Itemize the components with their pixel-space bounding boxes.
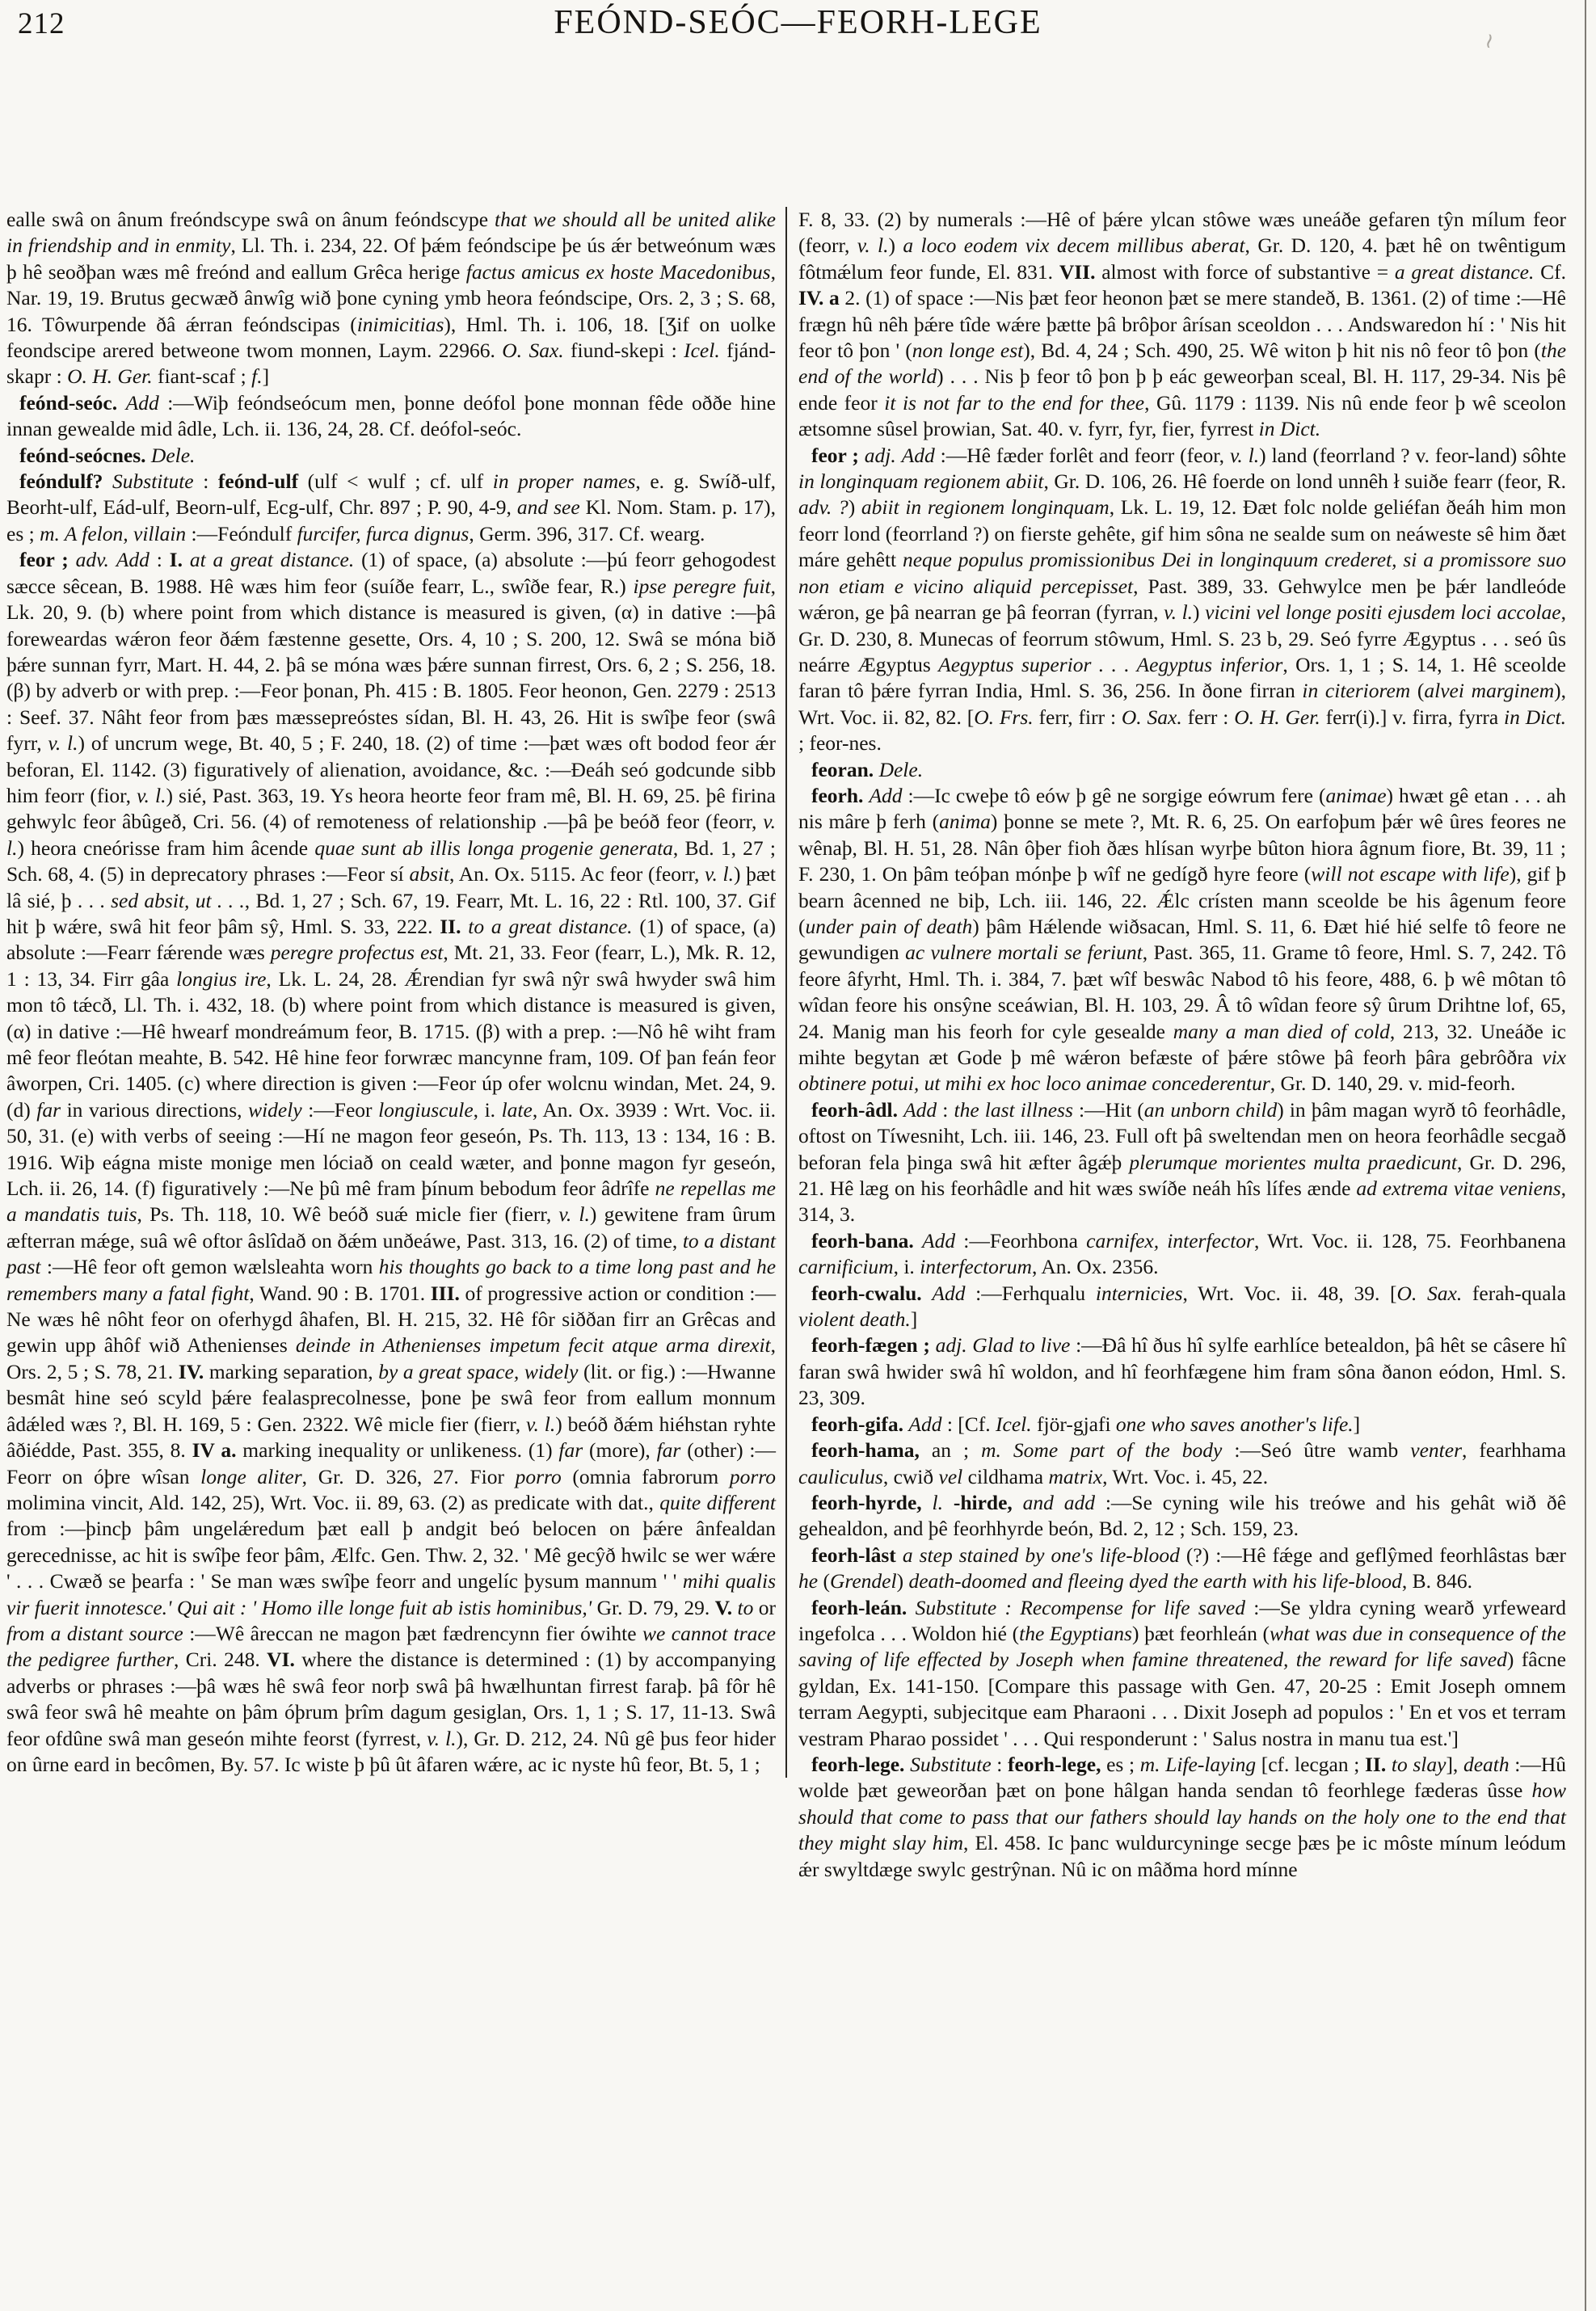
dictionary-entry: feorh-bana. Add :—Feorhbona carnifex, interfector, Wrt. Voc. ii. 128, 75. Feorhbanena carnificium, i. interfectorum, An. Ox. 2356. [798, 1228, 1566, 1279]
dictionary-entry: feorh. Add :—Ic cweþe tô eów þ gê ne sorgige eówrum fere (animae) hwæt gê etan . . . ah nis mâre þ ferh (anima) þonne se mete ?, Mt. R. 6, 25. On earfoþum þǽr wê ûres feores ne wênaþ, Bl. H. 51, 28. Nân ôþer fioh ðæs hlísan wyrþe bûton hiora âgnum fiore, Bt. 39, 11 ; F. 230, 1. On þâm teóþan mónþe þ wîf ne gedígð hyre feore (will not escape with life), gif þ bearn âcenned ne biþ, Lch. iii. 146, 22. Ǽlc crísten mann sceolde be his âgenum feore (under pain of death) þâm Hǽlende wiðsacan, Hml. S. 11, 6. Ðæt hié hié selfe tô feore ne gewundigen ac vulnere mortali se feriunt, Past. 365, 11. Grame tô feore, Hml. S. 7, 242. Tô feore âfyrht, Hml. Th. i. 384, 7. þæt wîf beswâc Nabod tô his feore, 488, 6. þ wê môtan tô wîdan feore his onsŷne sceáwian, Bl. H. 103, 29. Â tô wîdan feore sŷ ûrum Drihtne lof, 65, 24. Manig man his feorh for cyle gesealde many a man died of cold, 213, 32. Uneáðe ic mihte begytan æt Gode þ mê wǽron befæste of þǽre stôwe þâ feorh þâra gebrôðra vix obtinere potui, ut mihi ex hoc loco animae concederentur, Gr. D. 140, 29. v. mid-feorh. [798, 783, 1567, 1096]
dictionary-entry: feorh-âdl. Add : the last illness :—Hit (an unborn child) in þâm magan wyrð tô feorhâdle, oftost on Tíwesniht, Lch. iii. 146, 23. Full oft þâ sweltendan men on heora feorhâdle secgað beforan fela þinga swâ hit æfter âgǽþ plerumque morientes multa praedicunt, Gr. D. 296, 21. Hê læg on his feorhâdle and hit wæs swíðe neáh hîs lífes ænde ad extrema vitae veniens, 314, 3. [798, 1097, 1567, 1227]
column-left [6, 207, 787, 1778]
column-right [787, 207, 1566, 1883]
dictionary-entry: feorh-fægen ; adj. Glad to live :—Ðâ hî ðus hî sylfe earhlíce betealdon, þâ hêt se câsere hî faran swâ hwider swâ hî woldon, and hî feorhfægene him fram sôna ðanon eódon, Hml. S. 23, 309. [798, 1333, 1567, 1410]
running-head: FEÓND-SEÓC—FEORH-LEGE [554, 4, 1042, 41]
dictionary-entry: feorh-cwalu. Add :—Ferhqualu internicies, Wrt. Voc. ii. 48, 39. [O. Sax. ferah-quala violent death.] [798, 1281, 1567, 1332]
dictionary-entry: feor ; adv. Add : I. at a great distance. (1) of space, (a) absolute :—þú feorr gehogodest sæcce sêcean, B. 1988. Hê wæs him feor (suíðe fearr, L., swîðe fear, R.) ipse peregre fuit, Lk. 20, 9. (b) where point from which distance is measured is given, (α) in dative :—þâ foreweardas wǽron feor ðǽm fæstenne gesette, Ors. 4, 10 ; S. 200, 12. Swâ se móna bið þǽre sunnan fyrr, Mart. H. 44, 2. þâ se móna wæs þǽre sunnan firrest, Ors. 6, 2 ; S. 256, 18. (β) by adverb or with prep. :—Feor þonan, Ph. 415 : B. 1805. Feor heonon, Gen. 2279 : 2513 : Seef. 37. Nâht feor from þæs mæssepreóstes sídan, Bl. H. 43, 26. Hit is swîþe feor (swâ fyrr, v. l.) of uncrum wege, Bt. 40, 5 ; F. 240, 18. (2) of time :—þæt wæs oft bodod feor ǽr beforan, El. 1142. (3) figuratively of alienation, avoidance, &c. :—Ðeáh seó godcunde sibb him feorr (fior, v. l.) sié, Past. 363, 19. Ys heora heorte feor fram mê, Bl. H. 69, 25. þê firina gehwylc feor âbûgeð, Cri. 56. (4) of remoteness of relationship .—þâ þe beóð feor (feorr, v. l.) heora cneórisse fram him âcende quae sunt ab illis longa progenie generata, Bd. 1, 27 ; Sch. 68, 4. (5) in deprecatory phrases :—Feor sí absit, An. Ox. 5115. Ac feor (feorr, v. l.) þæt lâ sié, þ . . . sed absit, ut . . ., Bd. 1, 27 ; Sch. 67, 19. Fearr, Mt. L. 16, 22 : Rtl. 100, 37. Gif hit þ wǽre, swâ hit feor þâm sŷ, Hml. S. 33, 222. II. to a great distance. (1) of space, (a) absolute :—Fearr fǽrende wæs peregre profectus est, Mt. 21, 33. Feor (fearr, L.), Mk. R. 12, 1 : 13, 34. Firr gâa longius ire, Lk. L. 24, 28. Ǽrendian fyr swâ nŷr swâ hwyder swâ him mon tô tǽcð, Ll. Th. i. 432, 18. (b) where point from which distance is measured is given, (α) in dative :—Hê hwearf mondreámum feor, B. 1715. (β) with a prep. :—Nô hê wiht fram mê feor fleótan meahte, B. 542. Hê hine feor forwræc mancynne fram, 109. Of þan feán feor âworpen, Cri. 1405. (c) where direction is given :—Feor úp ofer wolcnu windan, Met. 24, 9. (d) far in various directions, widely :—Feor longiuscule, i. late, An. Ox. 3939 : Wrt. Voc. ii. 50, 31. (e) with verbs of seeing :—Hí ne magon feor geseón, Ps. Th. 113, 13 : 134, 16 : B. 1916. Wiþ eágna miste monige men lóciað on ceald wæter, and þonne magon fyr geseón, Lch. ii. 26, 14. (f) figuratively :—Ne þû mê fram þínum bebodum feor âdrîfe ne repellas me a mandatis tuis, Ps. Th. 118, 10. Wê beóð suǽ micle fier (fierr, v. l.) gewitene fram ûrum æfterran mǽge, suâ wê oftor âslîdað on ðǽm unðeáwe, Past. 313, 16. (2) of time, to a distant past :—Hê feor oft gemon wælsleahta worn his thoughts go back to a time long past and he remembers many a fatal fight, Wand. 90 : B. 1701. III. of progressive action or condition :—Ne wæs hê nôht feor on oferhygd âhafen, Bl. H. 215, 32. Hê fôr siððan firr an Grêcas and gewin upp âhôf wið Athenienses deinde in Athenienses impetum fecit atque arma direxit, Ors. 2, 5 ; S. 78, 21. IV. marking separation, by a great space, widely (lit. or fig.) :—Hwanne besmât hine seó scyld þǽre fealasprecolnesse, þone þe swâ feor from eallum monnum âdǽled wæs ?, Bl. H. 169, 5 : Gen. 2322. Wê micle fier (fierr, v. l.) beóð ðǽm hiéhstan ryhte âðiédde, Past. 355, 8. IV a. marking inequality or unlikeness. (1) far (more), far (other) :—Feorr on óþre wîsan longe aliter, Gr. D. 326, 27. Fior porro (omnia fabrorum porro molimina vincit, Ald. 142, 25), Wrt. Voc. ii. 89, 63. (2) as predicate with dat., quite different from :—þincþ þâm ungelǽredum þæt eall þ andgit beó belocen on þǽre ânfealdan gerecednisse, ac hit is swîþe feor þâm, Ælfc. Gen. Thw. 2, 32. ' Mê gecŷð hwilc se wer wǽre ' . . . Cwæð se þearfa : ' Se man wæs swîþe feorr and ungelíc þysum mannum ' ' mihi qualis vir fuerit innotesce.' Qui ait : ' Homo ille longe fuit ab istis hominibus,' Gr. D. 79, 29. V. to or from a distant source :—Wê âreccan ne magon þæt fædrencynn fier ówihte we cannot trace the pedigree further, Cri. 248. VI. where the distance is determined : (1) by accompanying adverbs or phrases :—þâ wæs hê swâ feor norþ swâ þâ hwælhuntan firrest faraþ. þâ fôr hê swâ feor swâ hê meahte on þâm óþrum þrîm dagum gesiglan, Ors. 1, 1 ; S. 17, 11-13. Swâ feor ofdûne swâ man geseón mihte feorst (fyrrest, v. l.), Gr. D. 212, 24. Nû gê þus feor hider on ûrne eard in becômen, By. 57. Ic wiste þ þû ût âfaren wǽre, ac ic nyste hû feor, Bt. 5, 1 ; [6, 548, 777, 1776]
dictionary-entry: feorh-lâst a step stained by one's life-blood (?) :—Hê fǽge and geflŷmed feorhlâstas bær he (Grendel) death-doomed and fleeing dyed the earth with his life-blood, B. 846. [798, 1543, 1567, 1593]
dictionary-entry: feóndulf? Substitute : feónd-ulf (ulf < wulf ; cf. ulf in proper names, e. g. Swíð-ulf, Beorht-ulf, Eád-ulf, Beorn-ulf, Ecg-ulf, Chr. 897 ; P. 90, 4-9, and see Kl. Nom. Stam. p. 17), es ; m. A felon, villain :—Feóndulf furcifer, furca dignus, Germ. 396, 317. Cf. wearg. [6, 469, 776, 545]
dictionary-entry: feor ; adj. Add :—Hê fæder forlêt and feorr (feor, v. l.) land (feorrland ? v. feor-land) sôhte in longinquam regionem abiit, Gr. D. 106, 26. Hê foerde on lond unnêh ł suiðe fearr (feor, R. adv. ?) abiit in regionem longinquam, Lk. L. 19, 12. Ðæt folc nolde geliéfan ðeáh him mon feorr lond (feorrland ?) on fierste gehête, gif him sôna ne sealde sum on neáweste sê him ðæt máre gehêtt neque populus promissionibus Dei in longinquum crederet, si a promissore suo non etiam e vicino aliquid percepisset, Past. 389, 33. Gehwylce men þe þǽr landleóde wǽron, ge þâ nearran ge þâ feorran (fyrran, v. l.) vicini vel longe positi ejusdem loci accolae, Gr. D. 230, 8. Munecas of feorrum stôwum, Hml. S. 23 b, 29. Seó fyrre Ægyptus . . . seó ûs neárre Ægyptus Aegyptus superior . . . Aegyptus inferior, Ors. 1, 1 ; S. 14, 1. Hê sceolde faran tô þǽre fyrran India, Hml. S. 36, 256. In ðone firran in citeriorem (alvei marginem), Wrt. Voc. ii. 82, 82. [O. Frs. ferr, firr : O. Sax. ferr : O. H. Ger. ferr(i).] v. firra, fyrra in Dict. ; feor-nes. [798, 443, 1567, 756]
dictionary-entry: feorh-hama, an ; m. Some part of the body :—Seó ûtre wamb venter, fearhhama cauliculus, cwið vel cildhama matrix, Wrt. Voc. i. 45, 22. [798, 1438, 1566, 1488]
page-number: 212 [18, 7, 65, 40]
pencil-mark: ≀ [1483, 28, 1496, 53]
dictionary-entry: feoran. Dele. [811, 757, 924, 781]
page-edge-rule [1585, 0, 1586, 2311]
dictionary-entry: feorh-leán. Substitute : Recompense for life saved :—Se yldra cyning wearð yrfeweard ingefolca . . . Woldon hié (the Egyptians) þæt feorhleán (what was due in consequence of the saving of life effected by Joseph when famine threatened, the reward for life saved) fâcne gyldan, Ex. 141-150. [Compare this passage with Gen. 47, 20-25 : Emit Joseph omnem terram Aegypti, subjecitque eam Pharaoni . . . Dixit Joseph ad populos : ' En et vos et terram vestram Pharao possidet ' . . . Qui responderunt : ' Salus nostra in manu tua est.'] [798, 1595, 1567, 1750]
dictionary-entry: feorh-lege. Substitute : feorh-lege, es ; m. Life-laying [cf. lecgan ; II. to slay], death :—Hû wolde þæt geweorðan þæt on þone hâlgan handa sendan tô feorhlege fæderas ûsse how should that come to pass that our fathers should lay hands on the holy one to the end that they might slay him, El. 458. Ic þanc wuldurcyninge secge þæs þe ic môste mínum leódum ǽr swyltdæge swylc gestrŷnan. Nû ic on mâðma hord mínne [798, 1752, 1567, 1881]
dictionary-entry: feónd-seócnes. Dele. [19, 443, 196, 467]
dictionary-entry: feorh-gifa. Add : [Cf. Icel. fjör-gjafi one who saves another's life.] [811, 1412, 1361, 1436]
dictionary-entry: feorh-hyrde, l. -hirde, and add :—Se cyning wile his treówe and his gehât wið ðê gehealdon, and þê feorhhyrde beón, Bd. 2, 12 ; Sch. 159, 23. [798, 1490, 1567, 1541]
text-block [6, 207, 1584, 1883]
dictionary-entry: feónd-seóc. Add :—Wiþ feóndseócum men, þonne deófol þone monnan fêde oððe hine innan gewealde mid âdle, Lch. ii. 136, 24, 28. Cf. deófol-seóc. [6, 390, 777, 441]
dictionary-entry: F. 8, 33. (2) by numerals :—Hê of þǽre ylcan stôwe wæs uneáðe gefaren tŷn mílum feor (feorr, v. l.) a loco eodem vix decem millibus aberat, Gr. D. 120, 4. þæt hê on twêntigum fôtmǽlum feor funde, El. 831. VII. almost with force of substantive = a great distance. Cf. IV. a 2. (1) of space :—Nis þæt feor heonon þæt se mere standeð, B. 1361. (2) of time :—Hê frægn hû nêh þǽre tîde wǽre þætte þâ brôþor ârísan sceoldon . . . Andswaredon hí : ' Nis hit feor tô þon ' (non longe est), Bd. 4, 24 ; Sch. 490, 25. Wê witon þ hit nis nô feor tô þon (the end of the world) . . . Nis þ feor tô þon þ þ eác geweorþan sceal, Bl. H. 117, 29-34. Nis þê ende feor it is not far to the end for thee, Gû. 1179 : 1139. Nis nû ende feor þ wê sceolon ætsomne sûsel þrowian, Sat. 40. v. fyrr, fyr, fier, fyrrest in Dict. [798, 208, 1567, 441]
dictionary-entry: ealle swâ on ânum freóndscype swâ on ânum feóndscype that we should all be united alike in friendship and in enmity, Ll. Th. i. 234, 22. Of þǽm feóndscipe þe ús ǽr betweónum wæs þ hê seoðþan wæs mê freónd and eallum Grêca herige factus amicus ex hoste Macedonibus, Nar. 19, 19. Brutus gecwæð ânwîg wið þone cyning ymb heora feóndscipe, Ors. 2, 3 ; S. 68, 16. Tôwurpende ðâ ǽrran feóndscipas (inimicitias), Hml. Th. i. 106, 18. [Ʒif on uolke feondscipe arered betweone twom monnen, Laym. 22966. O. Sax. fiund-skepi : Icel. fjánd-skapr : O. H. Ger. fiant-scaf ; f.] [6, 208, 776, 389]
